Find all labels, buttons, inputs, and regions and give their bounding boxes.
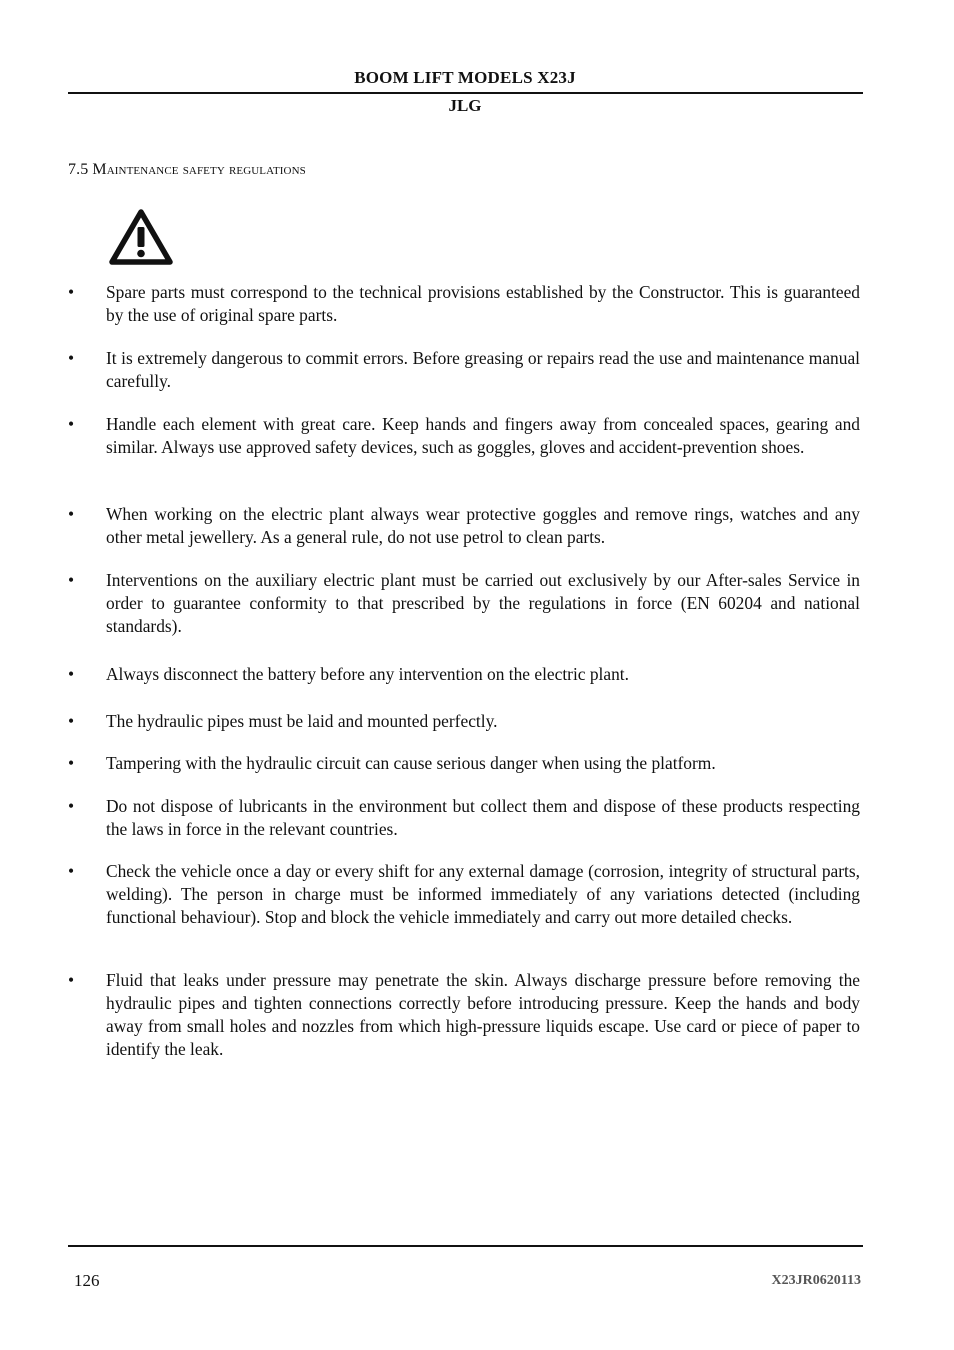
bullet-mark: •: [68, 664, 75, 684]
bullet-mark: •: [68, 753, 75, 773]
header-subtitle: JLG: [448, 96, 482, 115]
bullet-mark: •: [68, 970, 75, 990]
footer-divider: [68, 1245, 863, 1247]
list-item: [68, 569, 860, 638]
list-item-text: Spare parts must correspond to the technical provisions established by the Constructor. This is guaranteed by the use of original spare parts.: [106, 282, 860, 325]
list-item-text: Check the vehicle once a day or every shift for any external damage (corrosion, integrity of structural parts, welding). The person in charge must be informed immediately of any variations detected (including functional behaviour). Stop and block the vehicle immediately and carry out more detailed checks.: [106, 861, 860, 927]
warning-triangle-icon: [108, 208, 174, 266]
bullet-mark: •: [68, 414, 75, 434]
list-item-text: Fluid that leaks under pressure may penetrate the skin. Always discharge pressure before removing the hydraulic pipes and tighten connections correctly before introducing pressure. Keep the hands and body away from small holes and nozzles from which high-pressure liquids escape. Use card or piece of paper to identify the leak.: [106, 970, 860, 1059]
list-item-text: It is extremely dangerous to commit errors. Before greasing or repairs read the use and maintenance manual carefully.: [106, 348, 860, 391]
list-item: [68, 969, 860, 1061]
document-code: X23JR0620113: [771, 1273, 861, 1288]
bullet-mark: •: [68, 348, 75, 368]
list-item: [68, 795, 860, 841]
list-item: [68, 663, 860, 686]
bullet-mark: •: [68, 861, 75, 881]
list-item-text: Always disconnect the battery before any intervention on the electric plant.: [106, 664, 629, 684]
bullet-mark: •: [68, 504, 75, 524]
list-item: [68, 347, 860, 393]
list-item-text: Handle each element with great care. Keep hands and fingers away from concealed spaces, gearing and similar. Always use approved safety devices, such as goggles, gloves and accident-prevention shoes.: [106, 414, 860, 457]
list-item: [68, 860, 860, 929]
list-item-text: Do not dispose of lubricants in the environment but collect them and dispose of these products respecting the laws in force in the relevant countries.: [106, 796, 860, 839]
list-item-text: Tampering with the hydraulic circuit can cause serious danger when using the platform.: [106, 753, 716, 773]
list-item: [68, 710, 860, 733]
bullet-mark: •: [68, 711, 75, 731]
list-item-text: Interventions on the auxiliary electric plant must be carried out exclusively by our After-sales Service in order to guarantee conformity to that prescribed by the regulations in force (EN 60204 and national standards).: [106, 570, 860, 636]
list-item: [68, 281, 860, 327]
list-item: [68, 752, 860, 775]
list-item: [68, 503, 860, 549]
page-number: 126: [74, 1271, 100, 1290]
header-divider: [68, 92, 863, 94]
section-title: 7.5 Maintenance safety regulations: [68, 161, 306, 178]
list-item-text: The hydraulic pipes must be laid and mounted perfectly.: [106, 711, 498, 731]
bullet-mark: •: [68, 570, 75, 590]
header-title: BOOM LIFT MODELS X23J: [354, 68, 576, 87]
list-item: [68, 413, 860, 459]
list-item-text: When working on the electric plant always wear protective goggles and remove rings, watches and any other metal jewellery. As a general rule, do not use petrol to clean parts.: [106, 504, 860, 547]
bullet-mark: •: [68, 282, 75, 302]
bullet-mark: •: [68, 796, 75, 816]
